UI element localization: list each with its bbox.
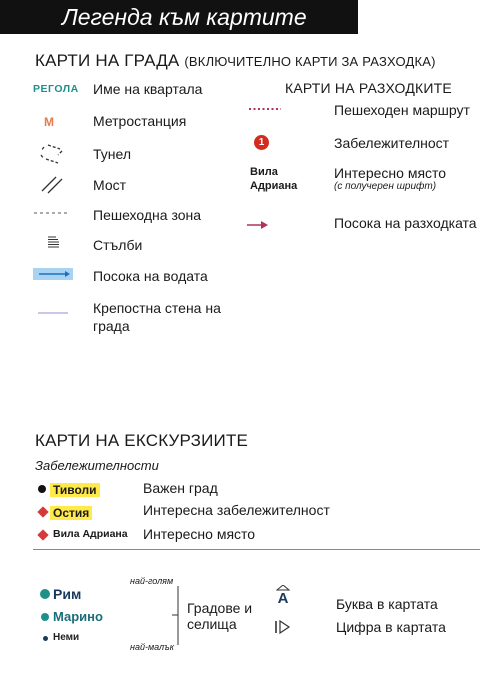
medium-town-label: Марино xyxy=(53,609,103,624)
notable-sight-label: Интересна забележителност xyxy=(143,502,330,518)
tunnel-icon xyxy=(38,143,66,165)
city-maps-heading xyxy=(35,51,436,71)
small-town-label: Неми xyxy=(53,632,80,643)
interesting-place-symbol-line1: Вила xyxy=(250,166,278,178)
sight-label: Забележителност xyxy=(334,135,450,151)
map-letter-symbol: A xyxy=(277,590,289,607)
map-number-icon xyxy=(274,620,292,634)
district-name-label: Име на квартала xyxy=(93,81,203,97)
sight-number-icon: 1 xyxy=(254,135,269,150)
city-maps-heading-sub: (ВКЛЮЧИТЕЛНО КАРТИ ЗА РАЗХОДКА) xyxy=(184,54,436,69)
walk-maps-heading: КАРТИ НА РАЗХОДКИТЕ xyxy=(285,80,452,96)
size-bottom-label: най-малък xyxy=(130,642,174,652)
page-title: Легенда към картите xyxy=(0,0,358,34)
map-letter-icon xyxy=(276,585,290,606)
small-town-dot-icon xyxy=(43,636,48,641)
water-direction-icon xyxy=(33,268,73,280)
major-city-symbol xyxy=(50,481,100,499)
major-city-label: Важен град xyxy=(143,480,218,496)
interesting-spot-diamond-icon xyxy=(37,529,48,540)
notable-sight-symbol-text: Остия xyxy=(50,506,92,520)
bridge-label: Мост xyxy=(93,177,127,193)
pedestrian-zone-label: Пешеходна зона xyxy=(93,207,202,223)
metro-icon: М xyxy=(44,115,54,129)
stairs-label: Стълби xyxy=(93,237,143,253)
city-maps-heading-main: КАРТИ НА ГРАДА xyxy=(35,51,180,70)
towns-label: Градове и селища xyxy=(187,600,253,632)
tunnel-label: Тунел xyxy=(93,146,131,162)
interesting-place-note: (с получерен шрифт) xyxy=(334,181,437,192)
largest-town-label: Рим xyxy=(53,586,82,602)
excursion-maps-heading: КАРТИ НА ЕКСКУРЗИИТЕ xyxy=(35,431,249,450)
sights-subheading: Забележителности xyxy=(35,458,159,473)
stairs-icon xyxy=(47,236,61,248)
notable-sight-diamond-icon xyxy=(37,506,48,517)
medium-town-dot-icon xyxy=(41,613,49,621)
interesting-spot-label: Интересно място xyxy=(143,526,256,542)
major-city-dot-icon xyxy=(38,485,46,493)
map-number-label: Цифра в картата xyxy=(336,619,446,635)
walk-direction-arrow-icon xyxy=(247,220,269,230)
major-city-symbol-text: Тиволи xyxy=(50,483,100,497)
pedestrian-zone-icon xyxy=(34,210,70,216)
interesting-place-symbol-line2: Адриана xyxy=(250,180,298,192)
largest-town-dot-icon xyxy=(40,589,50,599)
metro-label: Метростанция xyxy=(93,113,187,129)
walk-direction-label: Посока на разходката xyxy=(334,215,477,231)
water-direction-label: Посока на водата xyxy=(93,268,208,284)
section-divider xyxy=(33,549,480,550)
interesting-place-symbol xyxy=(250,165,297,193)
size-scale-bracket xyxy=(170,585,182,647)
size-top-label: най-голям xyxy=(130,576,174,586)
city-wall-label: Крепостна стена на града xyxy=(93,300,221,334)
map-letter-label: Буква в картата xyxy=(336,596,438,612)
interesting-place-label: Интересно място xyxy=(334,165,447,181)
walking-route-icon xyxy=(248,107,282,111)
interesting-spot-symbol: Вила Адриана xyxy=(53,528,128,540)
city-wall-icon xyxy=(38,311,68,315)
notable-sight-symbol xyxy=(50,504,92,522)
bridge-icon xyxy=(40,173,66,195)
walking-route-label: Пешеходен маршрут xyxy=(334,102,470,118)
district-name-symbol: РЕГОЛА xyxy=(33,83,79,95)
